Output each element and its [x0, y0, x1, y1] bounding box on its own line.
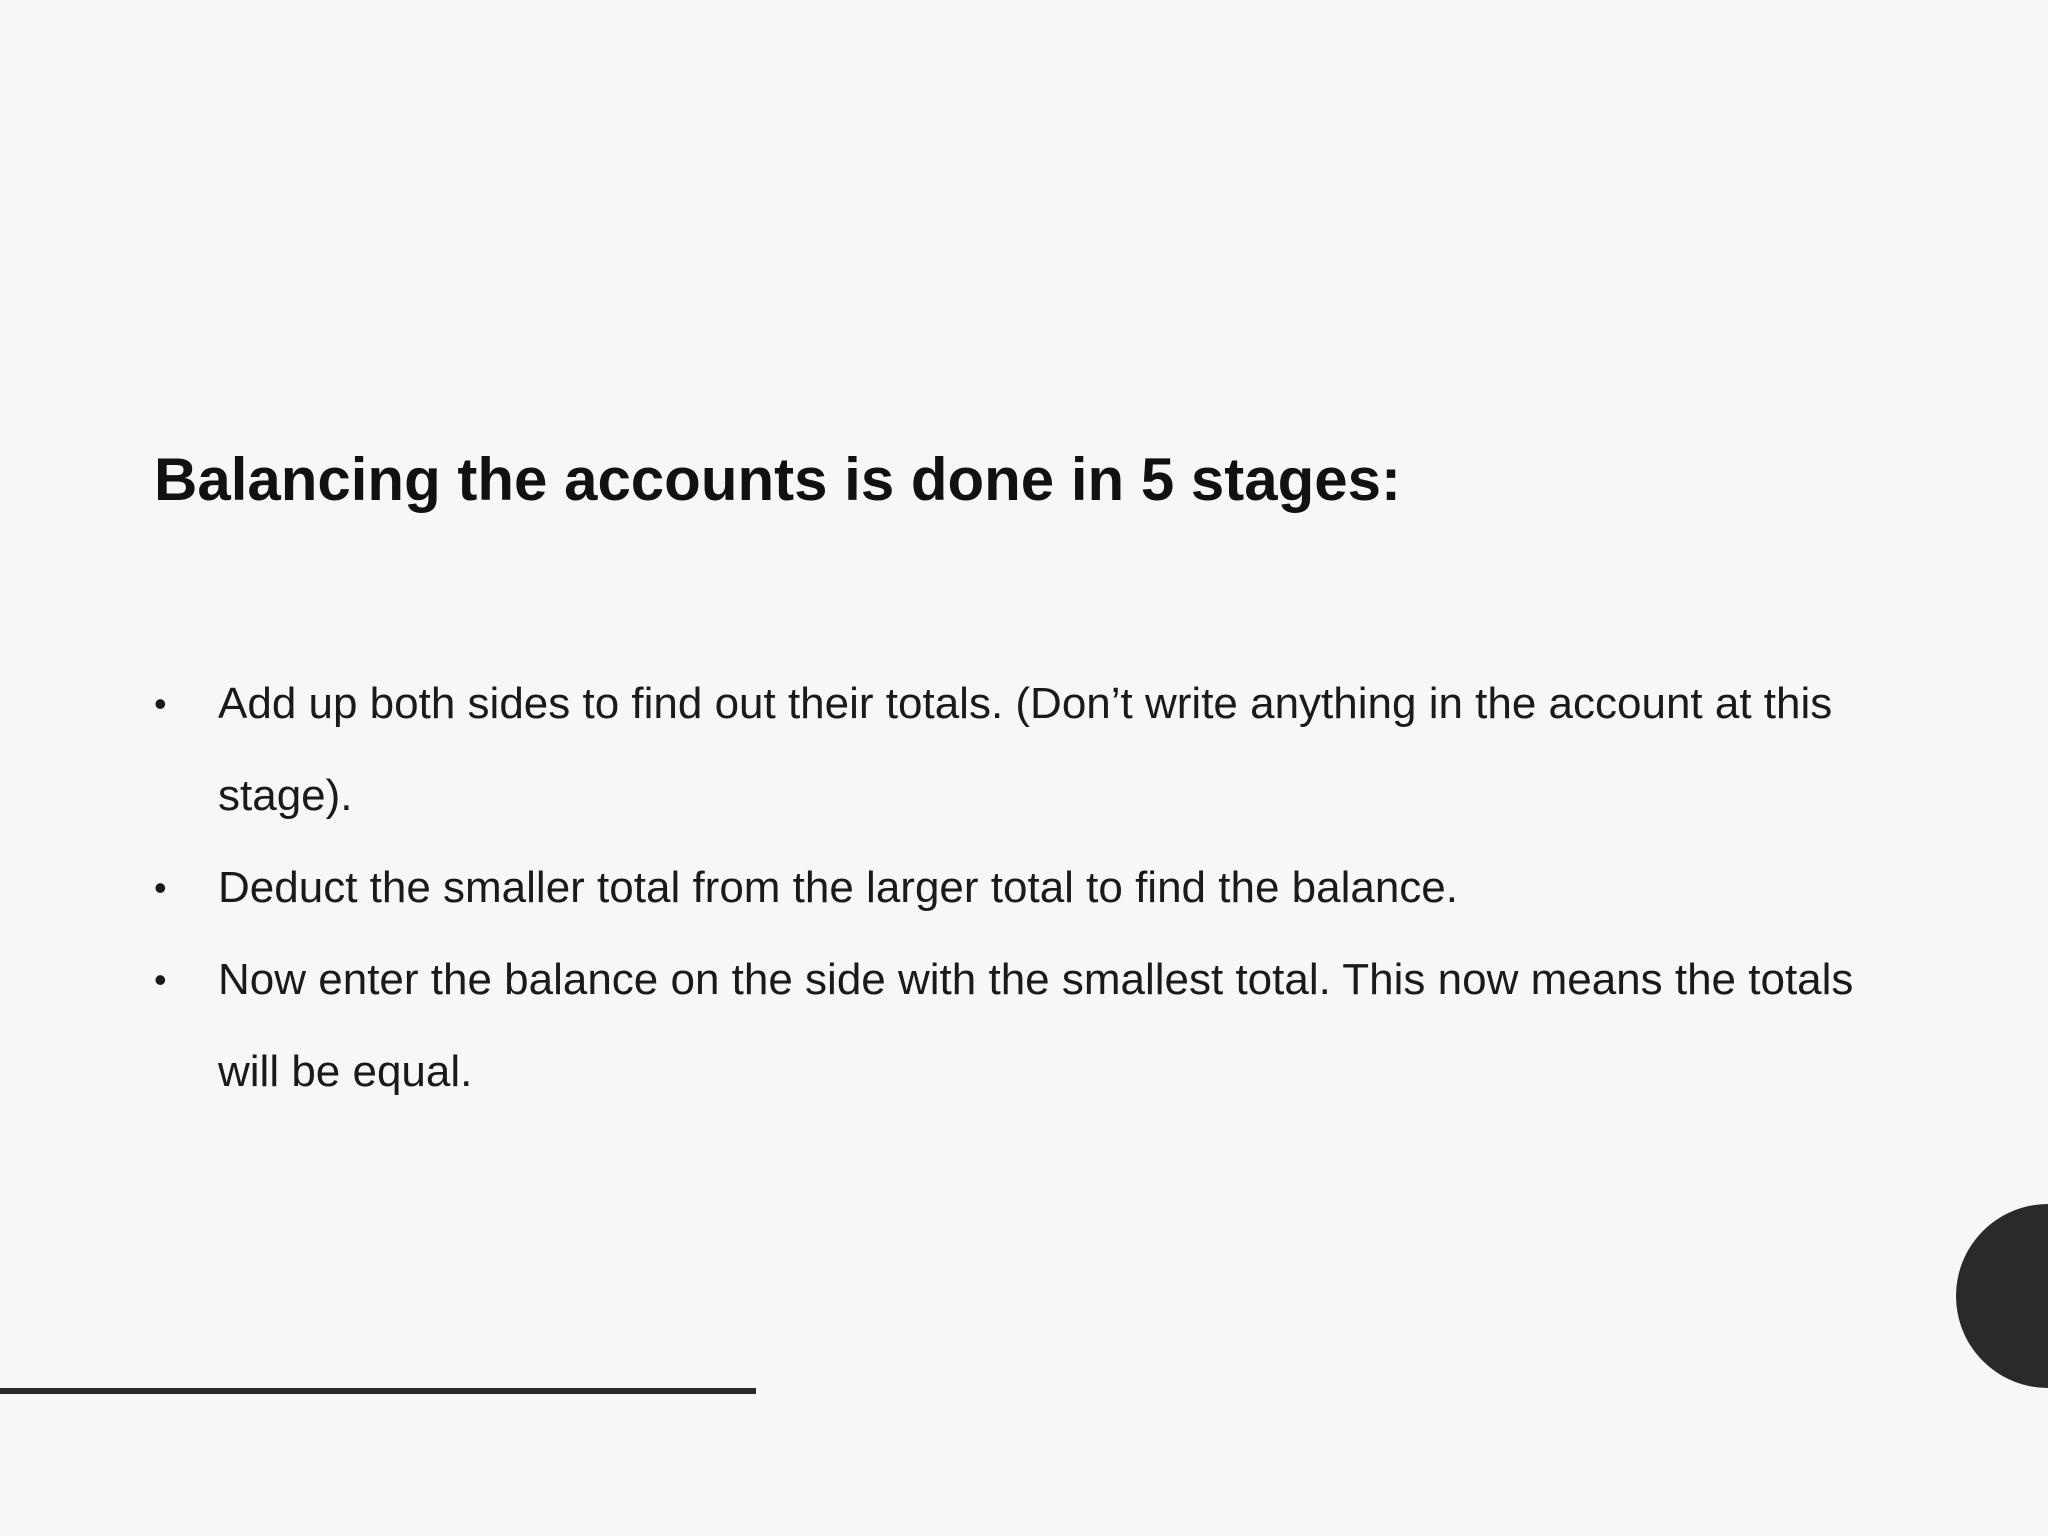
bullet-dot-icon: •: [154, 683, 167, 724]
bullet-text-2: Deduct the smaller total from the larger total to find the balance.: [218, 863, 1458, 912]
bullet-list: [154, 658, 1894, 1118]
bullet-item-2: [154, 842, 1894, 934]
decorative-divider-line: [0, 1388, 756, 1394]
decorative-circle-shape: [1956, 1204, 2048, 1388]
bullet-dot-icon: •: [154, 959, 167, 1000]
bullet-text-3: Now enter the balance on the side with the smallest total. This now means the totals will be equal.: [218, 955, 1854, 1096]
bullet-item-1: [154, 658, 1894, 842]
slide-title: Balancing the accounts is done in 5 stages:: [154, 446, 1401, 513]
bullet-text-1: Add up both sides to find out their totals. (Don’t write anything in the account at this stage).: [218, 679, 1833, 820]
bullet-item-3: [154, 934, 1894, 1118]
bullet-dot-icon: •: [154, 867, 167, 908]
